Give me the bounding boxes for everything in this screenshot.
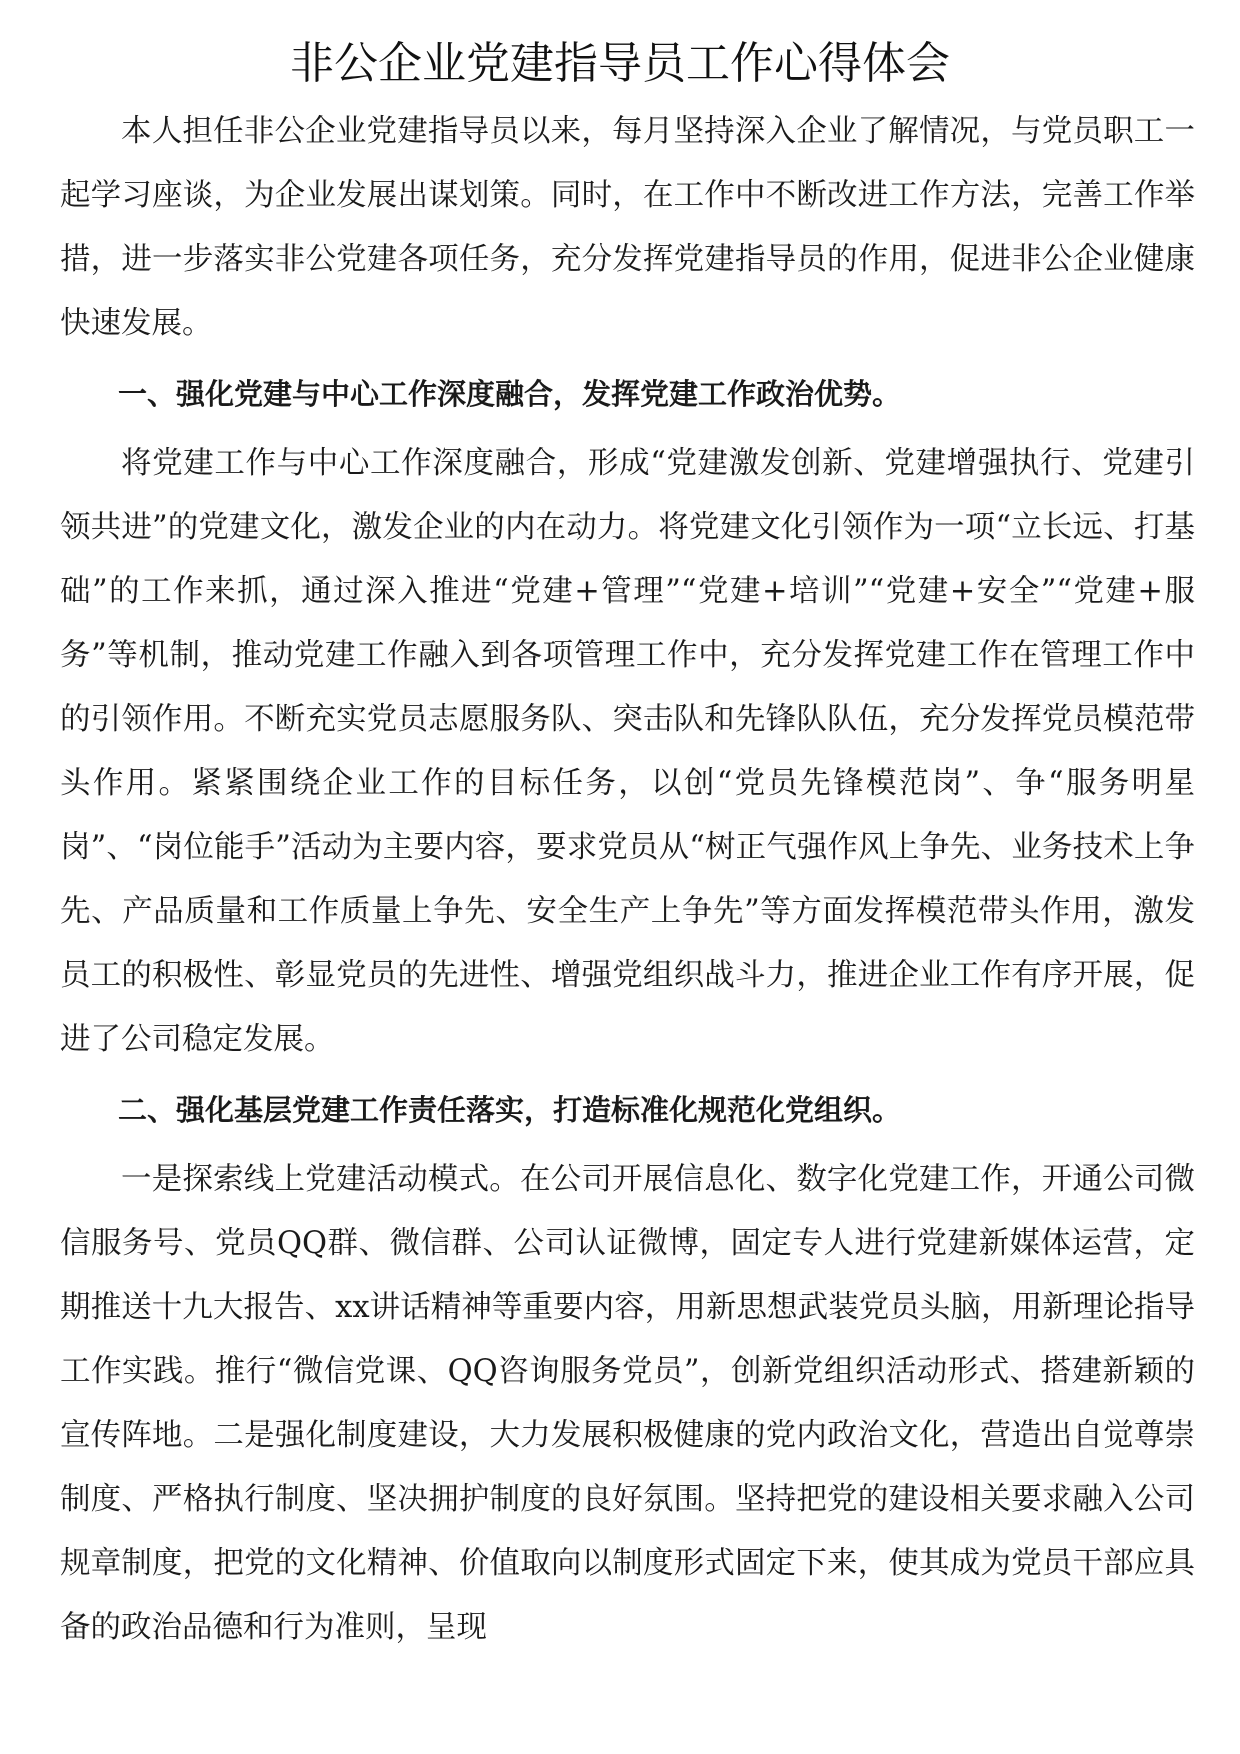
section-1-paragraph: 将党建工作与中心工作深度融合，形成“党建激发创新、党建增强执行、党建引领共进”的党建文化，激发企业的内在动力。将党建文化引领作为一项“立长远、打基础”的工作来抓，通过深入推进“党建+管理”“党建+培训”“党建+安全”“党建+服务”等机制，推动党建工作融入到各项管理工作中，充分发挥党建工作在管理工作中的引领作用。不断充实党员志愿服务队、突击队和先锋队队伍，充分发挥党员模范带头作用。紧紧围绕企业工作的目标任务，以创“党员先锋模范岗”、争“服务明星岗”、“岗位能手”活动为主要内容，要求党员从“树正气强作风上争先、业务技术上争先、产品质量和工作质量上争先、安全生产上争先”等方面发挥模范带头作用，激发员工的积极性、彰显党员的先进性、增强党组织战斗力，推进企业工作有序开展，促进了公司稳定发展。 xyxy=(60,446,1195,1057)
document-body xyxy=(60,100,1195,1660)
intro-paragraph: 本人担任非公企业党建指导员以来，每月坚持深入企业了解情况，与党员职工一起学习座谈，为企业发展出谋划策。同时，在工作中不断改进工作方法，完善工作举措，进一步落实非公党建各项任务，充分发挥党建指导员的作用，促进非公企业健康快速发展。 xyxy=(60,114,1195,341)
document-title: 非公企业党建指导员工作心得体会 xyxy=(290,38,950,89)
section-2-paragraph: 一是探索线上党建活动模式。在公司开展信息化、数字化党建工作，开通公司微信服务号、党员QQ群、微信群、公司认证微博，固定专人进行党建新媒体运营，定期推送十九大报告、xx讲话精神等重要内容，用新思想武装党员头脑，用新理论指导工作实践。推行“微信党课、QQ咨询服务党员”，创新党组织活动形式、搭建新颖的宣传阵地。二是强化制度建设，大力发展积极健康的党内政治文化，营造出自觉尊崇制度、严格执行制度、坚决拥护制度的良好氛围。坚持把党的建设相关要求融入公司规章制度，把党的文化精神、价值取向以制度形式固定下来，使其成为党员干部应具备的政治品德和行为准则，呈现 xyxy=(60,1162,1195,1645)
section-heading-1: 一、强化党建与中心工作深度融合，发挥党建工作政治优势。 xyxy=(118,377,902,411)
section-heading-2: 二、强化基层党建工作责任落实，打造标准化规范化党组织。 xyxy=(118,1093,902,1127)
